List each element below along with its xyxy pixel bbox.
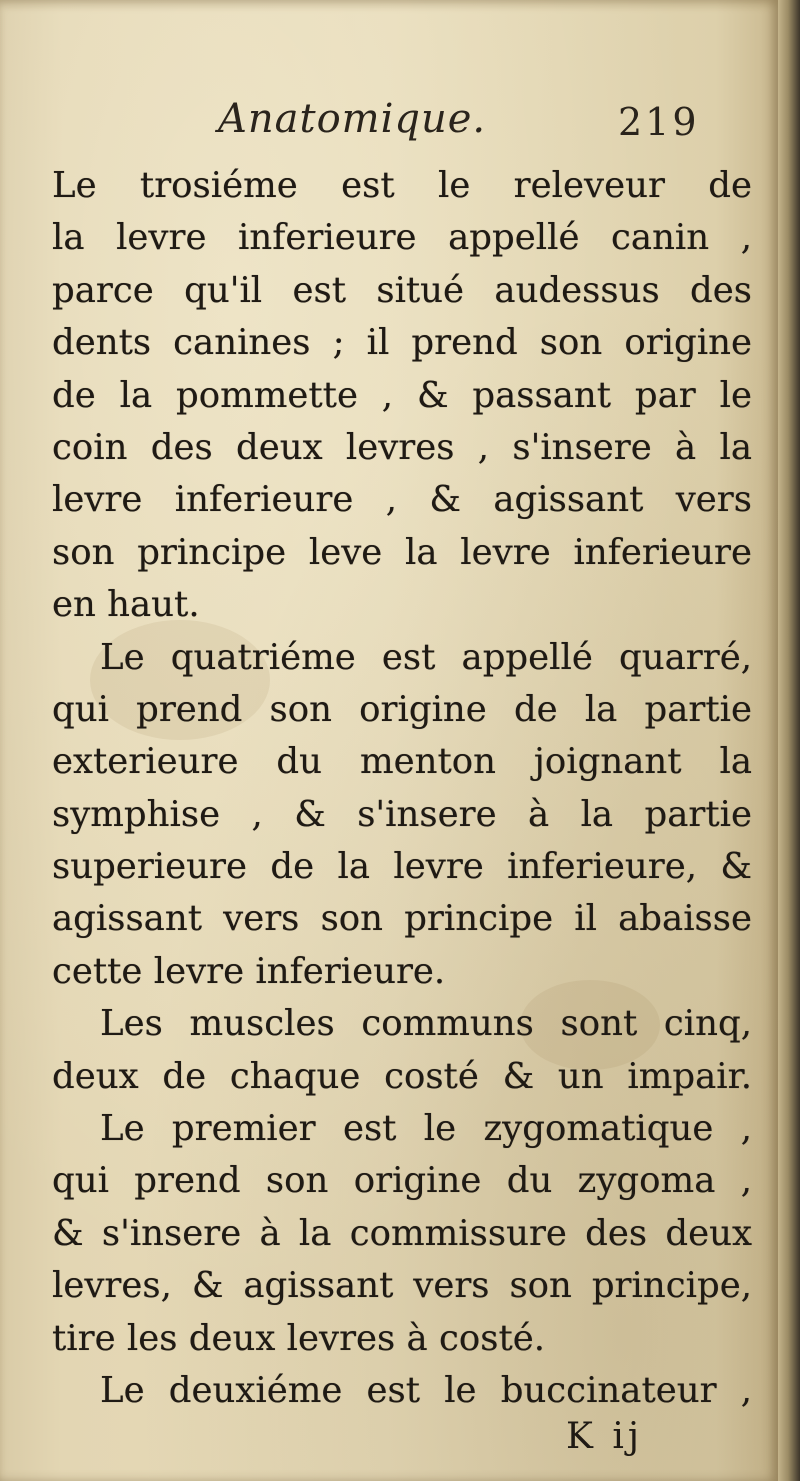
text-line: symphise , & s'insere à la partie: [52, 793, 752, 835]
text-line: Le deuxiéme est le buccinateur ,: [100, 1369, 752, 1411]
page-number: 219: [618, 100, 700, 144]
text-line: Le premier est le zygomatique ,: [100, 1108, 752, 1150]
text-line: Le quatriéme est appellé quarré,: [100, 636, 752, 678]
text-line: exterieure du menton joignant la: [52, 741, 752, 783]
text-line: deux de chaque costé & un impair.: [52, 1055, 752, 1097]
page-header: [0, 96, 778, 156]
text-line: Le trosiéme est le releveur de: [52, 165, 752, 206]
text-line: en haut.: [52, 584, 200, 626]
text-line: son principe leve la levre inferieure: [52, 531, 752, 573]
page-edge: [778, 0, 800, 1481]
running-title: Anatomique.: [218, 96, 487, 142]
text-line: la levre inferieure appellé canin ,: [52, 217, 752, 259]
text-line: Les muscles communs sont cinq,: [100, 1003, 752, 1045]
text-line: tire les deux levres à costé.: [52, 1317, 546, 1359]
text-line: & s'insere à la commissure des deux: [52, 1212, 752, 1254]
text-line: dents canines ; il prend son origine: [52, 322, 752, 364]
text-line: cette levre inferieure.: [52, 950, 446, 992]
text-line: qui prend son origine de la partie: [52, 688, 752, 730]
signature-mark: K ij: [566, 1416, 644, 1457]
body-text: [52, 160, 752, 1417]
text-line: parce qu'il est situé audessus des: [52, 269, 752, 311]
text-line: de la pommette , & passant par le: [52, 374, 752, 416]
text-line: levres, & agissant vers son principe,: [52, 1265, 752, 1307]
text-line: superieure de la levre inferieure, &: [52, 846, 752, 888]
text-line: levre inferieure , & agissant vers: [52, 479, 752, 521]
text-line: coin des deux levres , s'insere à la: [52, 426, 752, 468]
text-line: agissant vers son principe il abaisse: [52, 898, 752, 940]
text-line: qui prend son origine du zygoma ,: [52, 1160, 752, 1202]
